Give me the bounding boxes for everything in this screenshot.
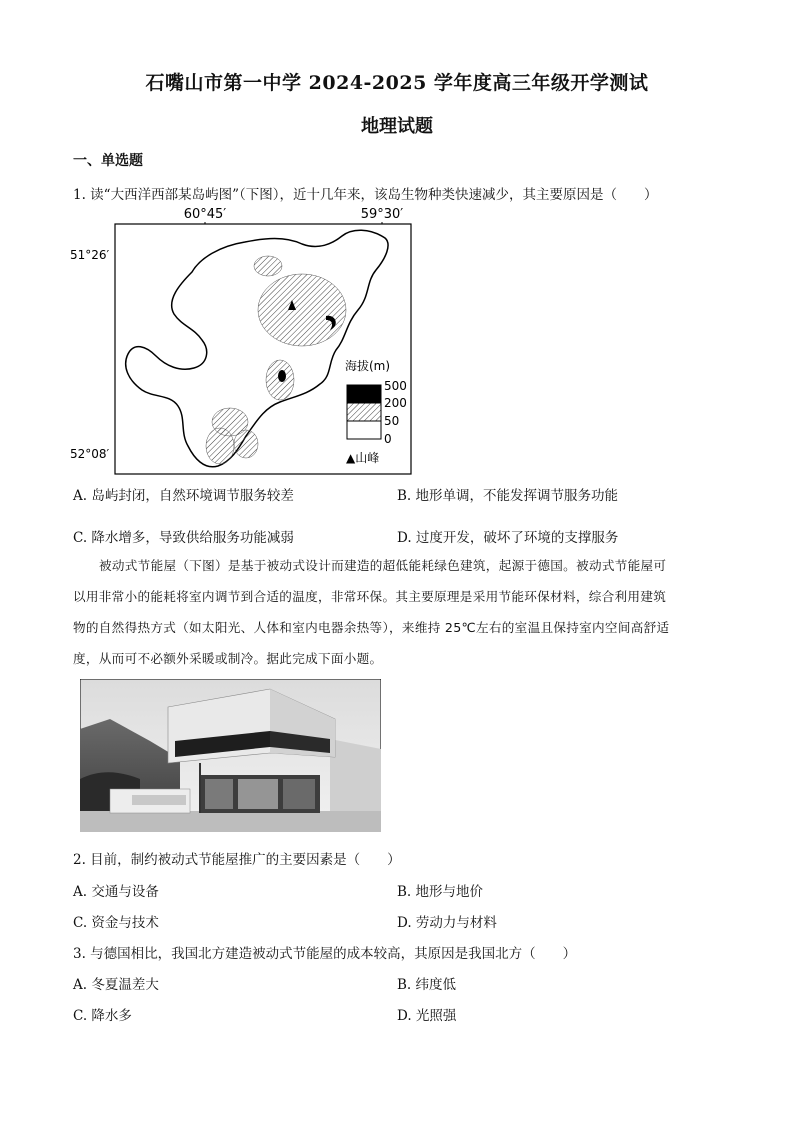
question-2-option-c: C. 资金与技术 (73, 915, 159, 931)
highland-area (254, 256, 282, 276)
question-2-option-b: B. 地形与地价 (397, 884, 484, 900)
island-map-figure (70, 200, 420, 480)
legend-value: 0 (384, 432, 392, 446)
question-1-option-b: B. 地形单调，不能发挥调节服务功能 (397, 488, 619, 504)
legend-value: 50 (384, 414, 400, 428)
high-elevation-area (278, 370, 286, 382)
legend-value: 200 (384, 396, 407, 410)
passage-line: 以用非常小的能耗将室内调节到合适的温度，非常环保。其主要原理是采用节能环保材料，综合利用建筑 (73, 589, 667, 604)
question-2-option-a: A. 交通与设备 (73, 884, 159, 900)
legend-title: 海拔(m) (345, 359, 391, 373)
question-3-option-d: D. 光照强 (397, 1008, 457, 1024)
lat-top-label: 51°26′ (70, 248, 110, 262)
question-3-option-a: A. 冬夏温差大 (73, 977, 159, 993)
legend-value: 500 (384, 379, 407, 393)
lon-right-label: 59°30′ (360, 207, 404, 222)
exam-subtitle: 地理试题 (361, 116, 433, 137)
passage-line: 物的自然得热方式（如太阳光、人体和室内电器余热等），来维持 25℃左右的室温且保持室内空间高舒适 (73, 620, 670, 635)
legend-peak-label: ▲山峰 (346, 451, 380, 465)
question-3-option-b: B. 纬度低 (397, 977, 457, 993)
island-map (70, 200, 420, 480)
passive-house-photo (80, 679, 381, 832)
question-3-stem: 3. 与德国相比，我国北方建造被动式节能屋的成本较高，其原因是我国北方（ ） (73, 946, 577, 962)
lat-bottom-label: 52°08′ (70, 447, 110, 461)
highland-area (206, 428, 234, 464)
passage-line: 度，从而可不必额外采暖或制冷。据此完成下面小题。 (73, 651, 383, 666)
question-1-option-d: D. 过度开发，破坏了环境的支撑服务 (397, 530, 619, 546)
exam-title: 石嘴山市第一中学 2024-2025 学年度高三年级开学测试 (145, 72, 649, 94)
legend-swatch-200 (347, 403, 381, 421)
question-2-option-d: D. 劳动力与材料 (397, 915, 497, 931)
question-2-stem: 2. 目前，制约被动式节能屋推广的主要因素是（ ） (73, 852, 401, 868)
question-1-stem: 1. 读“大西洋西部某岛屿图”（下图），近十几年来，该岛生物种类快速减少，其主要原因是（ ） (73, 187, 658, 203)
passage (73, 550, 723, 674)
passage-line: 被动式节能屋（下图）是基于被动式设计而建造的超低能耗绿色建筑，起源于德国。被动式节能屋可 (99, 558, 667, 573)
lon-left-label: 60°45′ (183, 207, 227, 222)
question-1-option-c: C. 降水增多，导致供给服务功能减弱 (73, 530, 294, 546)
legend-swatch-500 (347, 385, 381, 403)
question-3-option-c: C. 降水多 (73, 1008, 132, 1024)
section-heading: 一、单选题 (73, 153, 143, 169)
question-1-option-a: A. 岛屿封闭，自然环境调节服务较差 (73, 488, 294, 504)
highland-area (234, 430, 258, 458)
legend-swatch-50 (347, 421, 381, 439)
highland-area (258, 274, 346, 346)
